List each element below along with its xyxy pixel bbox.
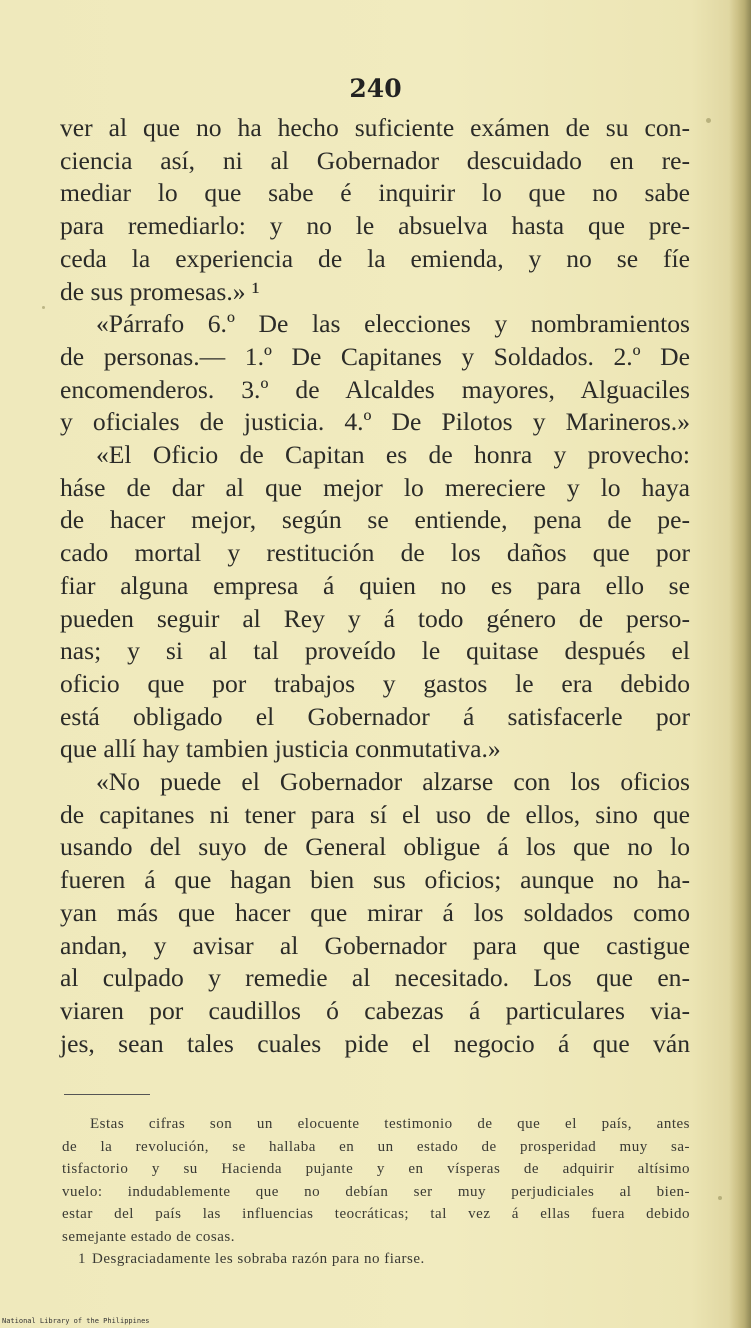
paper-stain [718, 1196, 722, 1200]
text-line: oficio que por trabajos y gastos le era debido [60, 668, 690, 698]
page-edge-shadow [729, 0, 751, 1328]
footnote-divider [64, 1094, 150, 1095]
text-line: de personas.— 1.º De Capitanes y Soldados. 2.º De [60, 341, 690, 371]
page-number: 240 [349, 74, 402, 103]
text-line: «No puede el Gobernador alzarse con los oficios [96, 767, 690, 797]
footnote-line: vuelo: indudablemente que no debían ser muy perjudiciales al bien- [62, 1183, 690, 1200]
text-line: nas; y si al tal proveído le quitase después el [60, 636, 690, 666]
library-credit: National Library of the Philippines [2, 1317, 150, 1325]
footnote-1-text: Desgraciadamente les sobraba razón para no fiarse. [92, 1251, 425, 1267]
text-line: mediar lo que sabe é inquirir lo que no sabe [60, 178, 690, 208]
text-line: ceda la experiencia de la emienda, y no se fíe [60, 243, 690, 273]
footnotes [62, 1113, 690, 1271]
text-line: andan, y avisar al Gobernador para que castigue [60, 930, 690, 960]
footnote-line: semejante estado de cosas. [62, 1228, 235, 1245]
text-line: y oficiales de justicia. 4.º De Pilotos y Marineros.» [60, 407, 690, 437]
text-line: «El Oficio de Capitan es de honra y provecho: [96, 440, 690, 470]
text-line: «Párrafo 6.º De las elecciones y nombramientos [96, 309, 690, 339]
text-line: usando del suyo de General obligue á los que no lo [60, 832, 690, 862]
text-line: pueden seguir al Rey y á todo género de perso- [60, 603, 690, 633]
text-line: fiar alguna empresa á quien no es para ello se [60, 570, 690, 600]
paper-stain [706, 118, 711, 123]
text-line: fueren á que hagan bien sus oficios; aunque no ha- [60, 865, 690, 895]
footnote-line: de la revolución, se hallaba en un estado de prosperidad muy sa- [62, 1138, 690, 1155]
text-line: que allí hay tambien justicia conmutativa.» [60, 734, 501, 764]
footnote-line: estar del país las influencias teocráticas; tal vez á ellas fuera debido [62, 1206, 690, 1222]
text-line: de hacer mejor, según se entiende, pena de pe- [60, 505, 690, 535]
footnote-line: tisfactorio y su Hacienda pujante y en vísperas de adquirir altísimo [62, 1161, 690, 1177]
text-line: está obligado el Gobernador á satisfacerle por [60, 701, 690, 731]
text-line: háse de dar al que mejor lo mereciere y lo haya [60, 472, 690, 502]
text-line: viaren por caudillos ó cabezas á particulares via- [60, 995, 690, 1025]
text-line: al culpado y remedie al necesitado. Los que en- [60, 963, 690, 993]
text-line: para remediarlo: y no le absuelva hasta que pre- [60, 211, 690, 241]
text-line: de capitanes ni tener para sí el uso de ellos, sino que [60, 799, 690, 829]
paper-stain [42, 306, 45, 309]
text-line: cado mortal y restitución de los daños que por [60, 538, 690, 568]
text-line: ver al que no ha hecho suficiente exámen de su con- [60, 113, 690, 142]
footnote-marker: 1 [78, 1251, 86, 1267]
text-line: yan más que hacer que mirar á los soldados como [60, 897, 690, 927]
footnote-line: Estas cifras son un elocuente testimonio de que el país, antes [90, 1116, 690, 1132]
text-line: encomenderos. 3.º de Alcaldes mayores, Alguaciles [60, 374, 690, 404]
footnote-1 [62, 1248, 690, 1271]
body-text [60, 112, 690, 1060]
text-line: ciencia así, ni al Gobernador descuidado en re- [60, 145, 690, 175]
text-line: jes, sean tales cuales pide el negocio á que ván [60, 1028, 690, 1058]
text-line: de sus promesas.» ¹ [60, 276, 260, 306]
